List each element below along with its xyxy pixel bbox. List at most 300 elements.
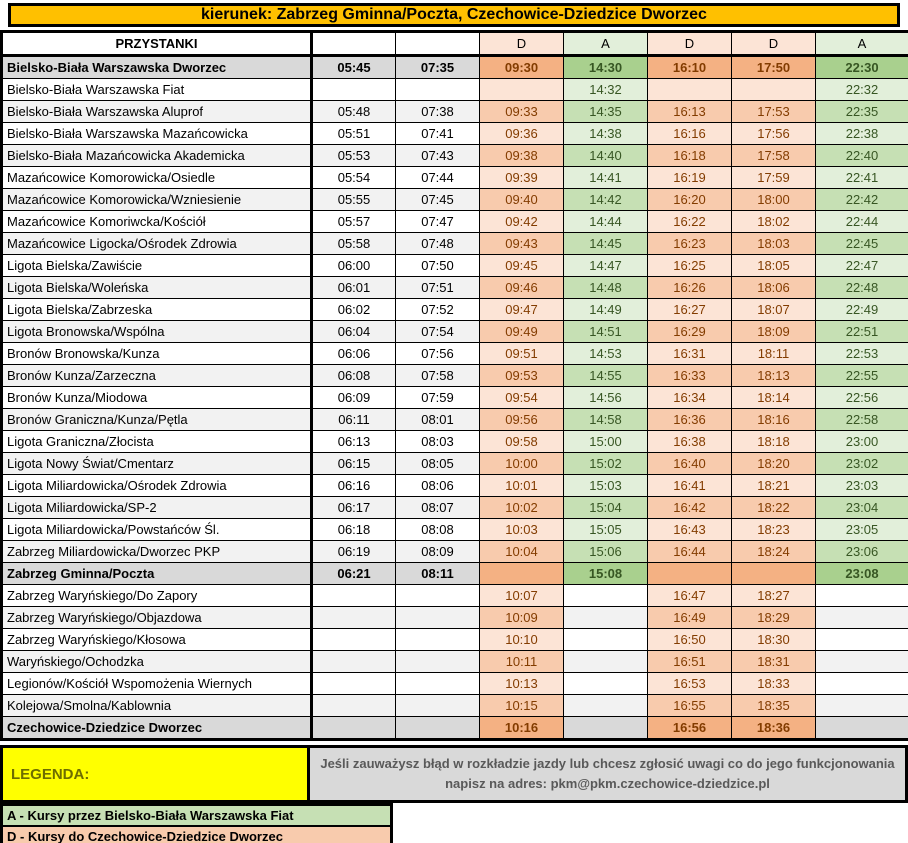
departure-time: 23:03: [816, 475, 908, 497]
departure-time: 07:35: [396, 56, 480, 79]
departure-time: 09:56: [480, 409, 564, 431]
stop-row: [2, 519, 908, 541]
departure-time: 06:01: [312, 277, 396, 299]
departure-time: 14:32: [564, 79, 648, 101]
departure-time: 10:13: [480, 673, 564, 695]
departure-time: 06:00: [312, 255, 396, 277]
departure-time: 05:48: [312, 101, 396, 123]
stop-row: [2, 695, 908, 717]
stop-row: [2, 541, 908, 563]
legend-item-a-courses: A - Kursy przez Bielsko-Biała Warszawska Fiat: [3, 806, 390, 827]
departure-time: 05:51: [312, 123, 396, 145]
empty-time-cell: [564, 717, 648, 740]
stop-row: [2, 717, 908, 740]
stop-name: Ligota Bielska/Zawiście: [2, 255, 312, 277]
departure-time: 14:41: [564, 167, 648, 189]
departure-time: 16:38: [648, 431, 732, 453]
departure-time: 18:21: [732, 475, 816, 497]
departure-time: 22:40: [816, 145, 908, 167]
departure-time: 14:40: [564, 145, 648, 167]
departure-time: 18:09: [732, 321, 816, 343]
departure-time: 14:45: [564, 233, 648, 255]
stop-name: Ligota Miliardowicka/SP-2: [2, 497, 312, 519]
departure-time: 18:23: [732, 519, 816, 541]
departure-time: 18:14: [732, 387, 816, 409]
empty-time-cell: [312, 607, 396, 629]
departure-time: 22:30: [816, 56, 908, 79]
departure-time: 10:02: [480, 497, 564, 519]
departure-time: 05:55: [312, 189, 396, 211]
departure-time: 16:23: [648, 233, 732, 255]
empty-time-cell: [480, 563, 564, 585]
departure-time: 15:08: [564, 563, 648, 585]
column-type-d-4: D: [648, 32, 732, 56]
departure-time: 07:44: [396, 167, 480, 189]
departure-time: 16:33: [648, 365, 732, 387]
departure-time: 10:04: [480, 541, 564, 563]
departure-time: 22:56: [816, 387, 908, 409]
departure-time: 17:50: [732, 56, 816, 79]
stop-name: Ligota Bielska/Zabrzeska: [2, 299, 312, 321]
departure-time: 16:10: [648, 56, 732, 79]
departure-time: 09:58: [480, 431, 564, 453]
departure-time: 05:53: [312, 145, 396, 167]
departure-time: 22:32: [816, 79, 908, 101]
stop-row: [2, 607, 908, 629]
departure-time: 10:00: [480, 453, 564, 475]
column-type-blank-0: [312, 32, 396, 56]
departure-time: 16:29: [648, 321, 732, 343]
stop-row: [2, 101, 908, 123]
empty-time-cell: [816, 673, 908, 695]
stop-row: [2, 475, 908, 497]
direction-title-bar: [8, 3, 900, 27]
legend-item-d-courses: D - Kursy do Czechowice-Dziedzice Dworzec: [3, 827, 390, 843]
empty-time-cell: [648, 79, 732, 101]
departure-time: 23:08: [816, 563, 908, 585]
departure-time: 16:34: [648, 387, 732, 409]
departure-time: 16:43: [648, 519, 732, 541]
direction-title: kierunek: Zabrzeg Gminna/Poczta, Czechowice-Dziedzice Dworzec: [201, 6, 707, 23]
stop-name: Czechowice-Dziedzice Dworzec: [2, 717, 312, 740]
legend-note-band: [0, 745, 908, 803]
departure-time: 07:54: [396, 321, 480, 343]
departure-time: 07:41: [396, 123, 480, 145]
departure-time: 06:16: [312, 475, 396, 497]
empty-time-cell: [312, 651, 396, 673]
empty-time-cell: [396, 585, 480, 607]
stop-row: [2, 123, 908, 145]
departure-time: 14:56: [564, 387, 648, 409]
stop-row: [2, 211, 908, 233]
departure-time: 22:49: [816, 299, 908, 321]
empty-time-cell: [564, 673, 648, 695]
departure-time: 10:09: [480, 607, 564, 629]
departure-time: 18:30: [732, 629, 816, 651]
departure-time: 09:36: [480, 123, 564, 145]
departure-time: 06:19: [312, 541, 396, 563]
departure-time: 16:47: [648, 585, 732, 607]
empty-time-cell: [396, 651, 480, 673]
departure-time: 14:38: [564, 123, 648, 145]
stop-row: [2, 167, 908, 189]
departure-time: 18:24: [732, 541, 816, 563]
departure-time: 16:49: [648, 607, 732, 629]
departure-time: 16:42: [648, 497, 732, 519]
feedback-note-box: [310, 745, 908, 803]
departure-time: 07:38: [396, 101, 480, 123]
departure-time: 22:35: [816, 101, 908, 123]
stop-name: Ligota Nowy Świat/Cmentarz: [2, 453, 312, 475]
departure-time: 14:48: [564, 277, 648, 299]
stop-row: [2, 56, 908, 79]
stop-row: [2, 321, 908, 343]
stop-row: [2, 145, 908, 167]
stop-name: Ligota Miliardowicka/Ośrodek Zdrowia: [2, 475, 312, 497]
stop-name: Ligota Bielska/Woleńska: [2, 277, 312, 299]
departure-time: 06:17: [312, 497, 396, 519]
departure-time: 09:49: [480, 321, 564, 343]
departure-time: 17:56: [732, 123, 816, 145]
feedback-note-line2: napisz na adres: pkm@pkm.czechowice-dziedzice.pl: [445, 776, 770, 791]
stop-row: [2, 343, 908, 365]
departure-time: 23:06: [816, 541, 908, 563]
departure-time: 16:50: [648, 629, 732, 651]
departure-time: 09:40: [480, 189, 564, 211]
stop-name: Legionów/Kościół Wspomożenia Wiernych: [2, 673, 312, 695]
column-type-a-3: A: [564, 32, 648, 56]
stop-name: Kolejowa/Smolna/Kablownia: [2, 695, 312, 717]
empty-time-cell: [648, 563, 732, 585]
departure-time: 18:13: [732, 365, 816, 387]
departure-time: 22:51: [816, 321, 908, 343]
departure-time: 18:03: [732, 233, 816, 255]
empty-time-cell: [480, 79, 564, 101]
departure-time: 15:05: [564, 519, 648, 541]
departure-time: 22:47: [816, 255, 908, 277]
departure-time: 18:27: [732, 585, 816, 607]
column-header-row: [2, 32, 908, 56]
stop-name: Mazańcowice Komorowicka/Wzniesienie: [2, 189, 312, 211]
departure-time: 23:02: [816, 453, 908, 475]
departure-time: 14:49: [564, 299, 648, 321]
stop-row: [2, 277, 908, 299]
stop-row: [2, 387, 908, 409]
departure-time: 18:07: [732, 299, 816, 321]
departure-time: 18:22: [732, 497, 816, 519]
departure-time: 15:04: [564, 497, 648, 519]
stop-row: [2, 673, 908, 695]
departure-time: 07:43: [396, 145, 480, 167]
stop-row: [2, 79, 908, 101]
departure-time: 08:05: [396, 453, 480, 475]
empty-time-cell: [816, 717, 908, 740]
departure-time: 14:58: [564, 409, 648, 431]
empty-time-cell: [816, 629, 908, 651]
departure-time: 14:30: [564, 56, 648, 79]
departure-time: 18:29: [732, 607, 816, 629]
departure-time: 07:52: [396, 299, 480, 321]
stop-name: Bronów Graniczna/Kunza/Pętla: [2, 409, 312, 431]
empty-time-cell: [816, 585, 908, 607]
departure-time: 09:43: [480, 233, 564, 255]
stop-name: Ligota Miliardowicka/Powstańców Śl.: [2, 519, 312, 541]
departure-time: 09:51: [480, 343, 564, 365]
departure-time: 09:53: [480, 365, 564, 387]
departure-time: 17:58: [732, 145, 816, 167]
departure-time: 07:59: [396, 387, 480, 409]
departure-time: 07:56: [396, 343, 480, 365]
departure-time: 06:11: [312, 409, 396, 431]
departure-time: 10:15: [480, 695, 564, 717]
departure-time: 18:05: [732, 255, 816, 277]
departure-time: 06:18: [312, 519, 396, 541]
departure-time: 09:46: [480, 277, 564, 299]
departure-time: 09:54: [480, 387, 564, 409]
departure-time: 09:38: [480, 145, 564, 167]
departure-time: 08:03: [396, 431, 480, 453]
departure-time: 22:53: [816, 343, 908, 365]
empty-time-cell: [396, 79, 480, 101]
departure-time: 09:39: [480, 167, 564, 189]
departure-time: 07:45: [396, 189, 480, 211]
empty-time-cell: [564, 585, 648, 607]
empty-time-cell: [396, 607, 480, 629]
departure-time: 22:45: [816, 233, 908, 255]
stop-name: Bronów Bronowska/Kunza: [2, 343, 312, 365]
departure-time: 18:02: [732, 211, 816, 233]
stop-name: Zabrzeg Miliardowicka/Dworzec PKP: [2, 541, 312, 563]
departure-time: 06:02: [312, 299, 396, 321]
departure-time: 10:07: [480, 585, 564, 607]
legend-items: [0, 803, 393, 843]
stop-row: [2, 365, 908, 387]
departure-time: 08:07: [396, 497, 480, 519]
stop-name: Bielsko-Biała Warszawska Fiat: [2, 79, 312, 101]
departure-time: 09:33: [480, 101, 564, 123]
departure-time: 16:18: [648, 145, 732, 167]
departure-time: 08:08: [396, 519, 480, 541]
stop-name: Mazańcowice Ligocka/Ośrodek Zdrowia: [2, 233, 312, 255]
departure-time: 17:59: [732, 167, 816, 189]
departure-time: 10:03: [480, 519, 564, 541]
stop-row: [2, 189, 908, 211]
departure-time: 07:47: [396, 211, 480, 233]
departure-time: 18:33: [732, 673, 816, 695]
stop-row: [2, 497, 908, 519]
empty-time-cell: [312, 585, 396, 607]
departure-time: 16:16: [648, 123, 732, 145]
empty-time-cell: [312, 717, 396, 740]
stop-name: Zabrzeg Gminna/Poczta: [2, 563, 312, 585]
departure-time: 10:10: [480, 629, 564, 651]
departure-time: 16:13: [648, 101, 732, 123]
departure-time: 09:30: [480, 56, 564, 79]
empty-time-cell: [564, 629, 648, 651]
departure-time: 14:42: [564, 189, 648, 211]
departure-time: 07:58: [396, 365, 480, 387]
departure-time: 10:11: [480, 651, 564, 673]
departure-time: 18:36: [732, 717, 816, 740]
departure-time: 18:31: [732, 651, 816, 673]
departure-time: 22:44: [816, 211, 908, 233]
stop-name: Ligota Graniczna/Złocista: [2, 431, 312, 453]
departure-time: 14:44: [564, 211, 648, 233]
stop-name: Bielsko-Biała Mazańcowicka Akademicka: [2, 145, 312, 167]
departure-time: 08:01: [396, 409, 480, 431]
empty-time-cell: [564, 695, 648, 717]
feedback-note-line1: Jeśli zauważysz błąd w rozkładzie jazdy lub chcesz zgłosić uwagi co do jego funkcjonowania: [320, 755, 895, 771]
empty-time-cell: [816, 651, 908, 673]
stop-name: Zabrzeg Waryńskiego/Objazdowa: [2, 607, 312, 629]
departure-time: 18:18: [732, 431, 816, 453]
empty-time-cell: [396, 717, 480, 740]
legend-title: LEGENDA:: [11, 765, 90, 783]
stop-row: [2, 585, 908, 607]
departure-time: 22:38: [816, 123, 908, 145]
stop-name: Mazańcowice Komoriwcka/Kościół: [2, 211, 312, 233]
departure-time: 18:11: [732, 343, 816, 365]
departure-time: 22:48: [816, 277, 908, 299]
departure-time: 16:36: [648, 409, 732, 431]
empty-time-cell: [396, 695, 480, 717]
departure-time: 22:55: [816, 365, 908, 387]
departure-time: 16:25: [648, 255, 732, 277]
departure-time: 05:54: [312, 167, 396, 189]
stop-row: [2, 431, 908, 453]
stop-name: Waryńskiego/Ochodzka: [2, 651, 312, 673]
stop-name: Bielsko-Biała Warszawska Aluprof: [2, 101, 312, 123]
departure-time: 14:53: [564, 343, 648, 365]
stop-name: Zabrzeg Waryńskiego/Do Zapory: [2, 585, 312, 607]
departure-time: 16:31: [648, 343, 732, 365]
departure-time: 05:57: [312, 211, 396, 233]
column-type-blank-1: [396, 32, 480, 56]
stop-name: Bronów Kunza/Miodowa: [2, 387, 312, 409]
departure-time: 09:45: [480, 255, 564, 277]
departure-time: 17:53: [732, 101, 816, 123]
departure-time: 16:26: [648, 277, 732, 299]
departure-time: 07:50: [396, 255, 480, 277]
departure-time: 23:05: [816, 519, 908, 541]
stop-row: [2, 255, 908, 277]
empty-time-cell: [312, 673, 396, 695]
departure-time: 18:00: [732, 189, 816, 211]
empty-time-cell: [816, 695, 908, 717]
stop-row: [2, 233, 908, 255]
column-type-a-6: A: [816, 32, 908, 56]
departure-time: 22:42: [816, 189, 908, 211]
legend-title-box: [0, 745, 310, 803]
departure-time: 05:58: [312, 233, 396, 255]
departure-time: 16:53: [648, 673, 732, 695]
departure-time: 07:48: [396, 233, 480, 255]
column-type-d-2: D: [480, 32, 564, 56]
departure-time: 18:35: [732, 695, 816, 717]
column-type-d-5: D: [732, 32, 816, 56]
departure-time: 14:51: [564, 321, 648, 343]
departure-time: 14:35: [564, 101, 648, 123]
stop-name: Ligota Bronowska/Wspólna: [2, 321, 312, 343]
departure-time: 06:13: [312, 431, 396, 453]
stop-name: Bielsko-Biała Warszawska Mazańcowicka: [2, 123, 312, 145]
stop-row: [2, 299, 908, 321]
departure-time: 06:06: [312, 343, 396, 365]
departure-time: 18:16: [732, 409, 816, 431]
departure-time: 16:51: [648, 651, 732, 673]
departure-time: 16:20: [648, 189, 732, 211]
stop-name: Zabrzeg Waryńskiego/Kłosowa: [2, 629, 312, 651]
departure-time: 16:40: [648, 453, 732, 475]
empty-time-cell: [732, 563, 816, 585]
empty-time-cell: [396, 629, 480, 651]
departure-time: 16:56: [648, 717, 732, 740]
departure-time: 16:22: [648, 211, 732, 233]
empty-time-cell: [816, 607, 908, 629]
departure-time: 16:55: [648, 695, 732, 717]
stop-name: Mazańcowice Komorowicka/Osiedle: [2, 167, 312, 189]
departure-time: 06:15: [312, 453, 396, 475]
departure-time: 23:00: [816, 431, 908, 453]
departure-time: 22:41: [816, 167, 908, 189]
departure-time: 18:20: [732, 453, 816, 475]
departure-time: 16:44: [648, 541, 732, 563]
departure-time: 15:02: [564, 453, 648, 475]
departure-time: 23:04: [816, 497, 908, 519]
stop-row: [2, 651, 908, 673]
departure-time: 10:16: [480, 717, 564, 740]
departure-time: 14:47: [564, 255, 648, 277]
departure-time: 06:21: [312, 563, 396, 585]
departure-time: 06:04: [312, 321, 396, 343]
departure-time: 18:06: [732, 277, 816, 299]
stop-name: Bielsko-Biała Warszawska Dworzec: [2, 56, 312, 79]
empty-time-cell: [312, 79, 396, 101]
departure-time: 15:06: [564, 541, 648, 563]
departure-time: 08:09: [396, 541, 480, 563]
departure-time: 06:09: [312, 387, 396, 409]
stop-row: [2, 629, 908, 651]
departure-time: 08:11: [396, 563, 480, 585]
departure-time: 09:42: [480, 211, 564, 233]
departure-time: 14:55: [564, 365, 648, 387]
stop-row: [2, 563, 908, 585]
departure-time: 08:06: [396, 475, 480, 497]
stop-row: [2, 453, 908, 475]
stops-column-header: PRZYSTANKI: [2, 32, 312, 56]
departure-time: 06:08: [312, 365, 396, 387]
timetable: [0, 30, 908, 741]
empty-time-cell: [564, 607, 648, 629]
stop-name: Bronów Kunza/Zarzeczna: [2, 365, 312, 387]
departure-time: 16:41: [648, 475, 732, 497]
departure-time: 16:19: [648, 167, 732, 189]
departure-time: 07:51: [396, 277, 480, 299]
empty-time-cell: [312, 695, 396, 717]
departure-time: 16:27: [648, 299, 732, 321]
empty-time-cell: [312, 629, 396, 651]
empty-time-cell: [732, 79, 816, 101]
empty-time-cell: [564, 651, 648, 673]
departure-time: 22:58: [816, 409, 908, 431]
departure-time: 15:03: [564, 475, 648, 497]
departure-time: 09:47: [480, 299, 564, 321]
empty-time-cell: [396, 673, 480, 695]
departure-time: 05:45: [312, 56, 396, 79]
departure-time: 10:01: [480, 475, 564, 497]
departure-time: 15:00: [564, 431, 648, 453]
stop-row: [2, 409, 908, 431]
